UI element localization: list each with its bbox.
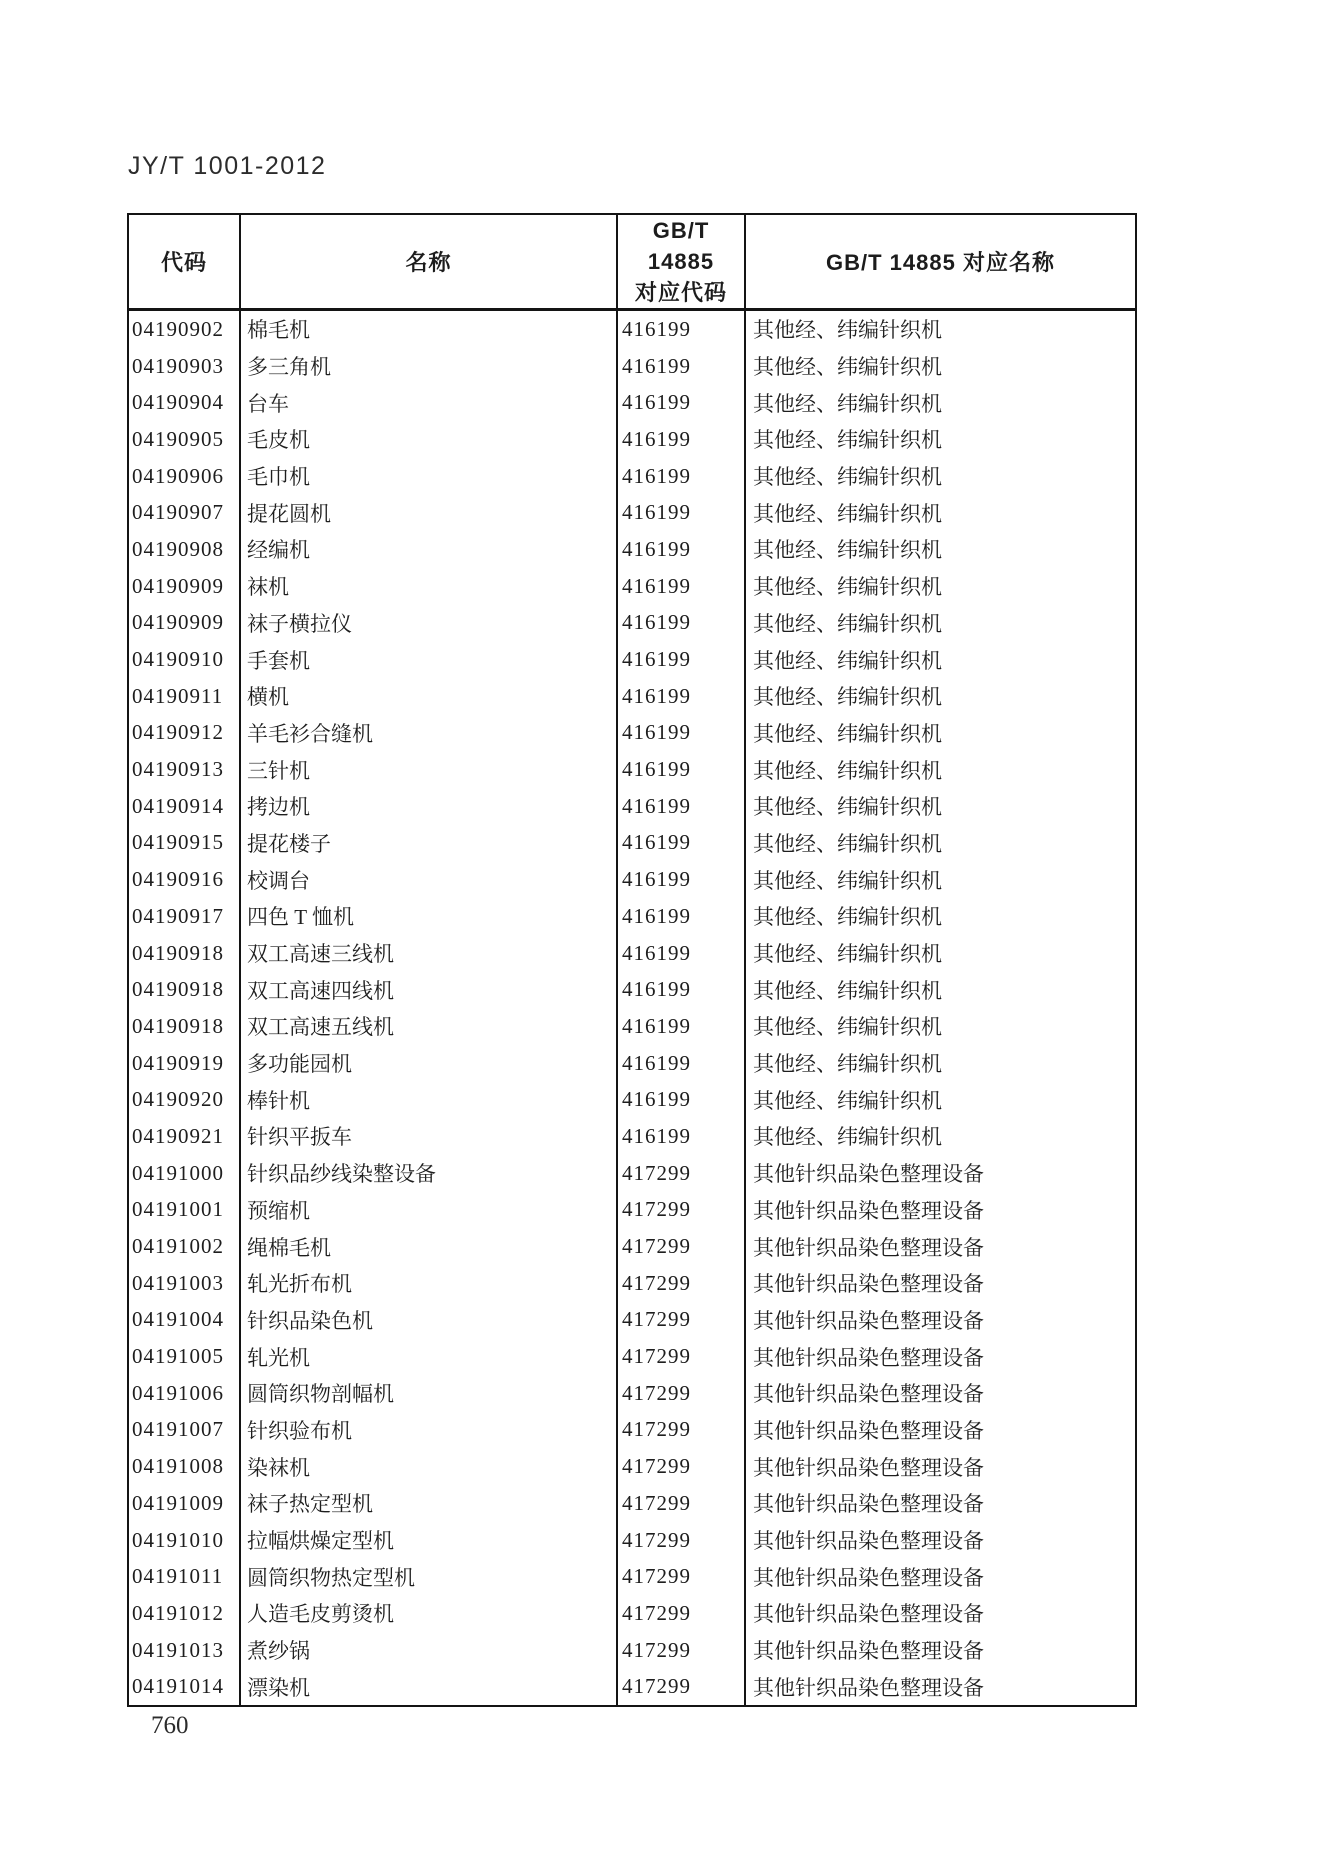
cell-gb-code: 416199 — [617, 1118, 745, 1155]
cell-name: 提花圆机 — [240, 494, 617, 531]
table-row — [128, 1118, 1136, 1155]
table-row — [128, 1302, 1136, 1339]
cell-code: 04190918 — [132, 940, 224, 965]
table-row — [128, 935, 1136, 972]
table-row — [128, 1558, 1136, 1595]
table-row — [128, 1155, 1136, 1192]
cell-code: 04190914 — [132, 793, 224, 818]
cell-gb-code: 416199 — [617, 531, 745, 568]
cell-code: 04191002 — [132, 1234, 224, 1259]
cell-gb-code: 416199 — [617, 825, 745, 862]
table-row — [128, 1632, 1136, 1669]
cell-gb-code: 417299 — [617, 1375, 745, 1412]
cell-gb-name: 其他经、纬编针织机 — [745, 641, 1136, 678]
cell-gb-name: 其他针织品染色整理设备 — [745, 1558, 1136, 1595]
cell-gb-code: 416199 — [617, 678, 745, 715]
table-body — [128, 310, 1136, 1707]
cell-code: 04190918 — [132, 977, 224, 1002]
cell-code: 04191008 — [132, 1454, 224, 1479]
table-row — [128, 494, 1136, 531]
cell-name: 毛巾机 — [240, 458, 617, 495]
cell-gb-code: 417299 — [617, 1412, 745, 1449]
cell-name: 台车 — [240, 384, 617, 421]
table-row — [128, 1045, 1136, 1082]
cell-name: 漂染机 — [240, 1668, 617, 1706]
cell-gb-name: 其他经、纬编针织机 — [745, 458, 1136, 495]
standard-doc-code: JY/T 1001-2012 — [128, 152, 327, 180]
cell-gb-name: 其他经、纬编针织机 — [745, 825, 1136, 862]
table-row — [128, 825, 1136, 862]
col-header-gb-code-line1: GB/T 14885 — [647, 218, 715, 274]
cell-name: 圆筒织物热定型机 — [240, 1558, 617, 1595]
table-row — [128, 788, 1136, 825]
table-row — [128, 715, 1136, 752]
cell-gb-name: 其他针织品染色整理设备 — [745, 1228, 1136, 1265]
cell-name: 拷边机 — [240, 788, 617, 825]
table-row — [128, 1228, 1136, 1265]
table-row — [128, 898, 1136, 935]
cell-gb-name: 其他经、纬编针织机 — [745, 971, 1136, 1008]
cell-gb-name: 其他经、纬编针织机 — [745, 384, 1136, 421]
cell-gb-code: 416199 — [617, 715, 745, 752]
cell-name: 校调台 — [240, 861, 617, 898]
table-row — [128, 1485, 1136, 1522]
cell-code: 04191003 — [132, 1270, 224, 1295]
cell-name: 双工高速四线机 — [240, 971, 617, 1008]
cell-code: 04190920 — [132, 1087, 224, 1112]
cell-gb-code: 416199 — [617, 348, 745, 385]
cell-gb-name: 其他经、纬编针织机 — [745, 935, 1136, 972]
table-row — [128, 971, 1136, 1008]
cell-gb-code: 417299 — [617, 1632, 745, 1669]
cell-gb-code: 417299 — [617, 1448, 745, 1485]
page-number: 760 — [151, 1712, 189, 1739]
table-row — [128, 568, 1136, 605]
cell-gb-code: 417299 — [617, 1228, 745, 1265]
cell-gb-name: 其他经、纬编针织机 — [745, 788, 1136, 825]
cell-gb-code: 416199 — [617, 605, 745, 642]
cell-code: 04191014 — [132, 1674, 224, 1699]
cell-gb-code: 416199 — [617, 861, 745, 898]
cell-name: 针织品纱线染整设备 — [240, 1155, 617, 1192]
cell-gb-code: 416199 — [617, 568, 745, 605]
cell-gb-name: 其他经、纬编针织机 — [745, 348, 1136, 385]
cell-code: 04191009 — [132, 1490, 224, 1515]
cell-gb-name: 其他经、纬编针织机 — [745, 605, 1136, 642]
table-row — [128, 1375, 1136, 1412]
cell-code: 04190919 — [132, 1050, 224, 1075]
cell-gb-name: 其他针织品染色整理设备 — [745, 1412, 1136, 1449]
cell-code: 04191012 — [132, 1600, 224, 1625]
cell-name: 棒针机 — [240, 1081, 617, 1118]
cell-name: 横机 — [240, 678, 617, 715]
cell-gb-code: 417299 — [617, 1302, 745, 1339]
cell-name: 四色 T 恤机 — [240, 898, 617, 935]
cell-code: 04190906 — [132, 463, 224, 488]
cell-gb-name: 其他经、纬编针织机 — [745, 1045, 1136, 1082]
cell-gb-code: 416199 — [617, 1008, 745, 1045]
table-row — [128, 348, 1136, 385]
table-row — [128, 861, 1136, 898]
cell-name: 双工高速五线机 — [240, 1008, 617, 1045]
cell-code: 04190902 — [132, 316, 224, 341]
cell-gb-name: 其他经、纬编针织机 — [745, 568, 1136, 605]
table-row — [128, 751, 1136, 788]
cell-gb-name: 其他经、纬编针织机 — [745, 678, 1136, 715]
cell-gb-code: 416199 — [617, 494, 745, 531]
cell-code: 04191006 — [132, 1380, 224, 1405]
col-header-gb-code-line2: 对应代码 — [634, 280, 727, 305]
cell-code: 04190904 — [132, 390, 224, 415]
cell-gb-name: 其他针织品染色整理设备 — [745, 1522, 1136, 1559]
cell-gb-code: 416199 — [617, 1045, 745, 1082]
cell-gb-code: 417299 — [617, 1485, 745, 1522]
cell-code: 04190907 — [132, 500, 224, 525]
cell-name: 针织验布机 — [240, 1412, 617, 1449]
cell-name: 轧光机 — [240, 1338, 617, 1375]
table-row — [128, 310, 1136, 348]
cell-name: 圆筒织物剖幅机 — [240, 1375, 617, 1412]
table-row — [128, 421, 1136, 458]
table-row — [128, 1412, 1136, 1449]
cell-gb-code: 417299 — [617, 1668, 745, 1706]
cell-name: 三针机 — [240, 751, 617, 788]
cell-code: 04190917 — [132, 903, 224, 928]
cell-name: 提花楼子 — [240, 825, 617, 862]
cell-gb-code: 416199 — [617, 641, 745, 678]
cell-gb-code: 416199 — [617, 898, 745, 935]
cell-code: 04190909 — [132, 573, 224, 598]
cell-name: 预缩机 — [240, 1192, 617, 1229]
cell-name: 多功能园机 — [240, 1045, 617, 1082]
cell-gb-name: 其他经、纬编针织机 — [745, 715, 1136, 752]
cell-code: 04191011 — [132, 1564, 224, 1589]
cell-code: 04190903 — [132, 353, 224, 378]
cell-code: 04190918 — [132, 1013, 224, 1038]
col-header-name: 名称 — [240, 214, 617, 310]
table-row — [128, 641, 1136, 678]
cell-gb-name: 其他经、纬编针织机 — [745, 1081, 1136, 1118]
cell-name: 毛皮机 — [240, 421, 617, 458]
cell-code: 04190921 — [132, 1123, 224, 1148]
cell-name: 人造毛皮剪烫机 — [240, 1595, 617, 1632]
table-row — [128, 1522, 1136, 1559]
cell-gb-name: 其他针织品染色整理设备 — [745, 1338, 1136, 1375]
cell-code: 04191000 — [132, 1160, 224, 1185]
cell-name: 袜子横拉仪 — [240, 605, 617, 642]
cell-gb-name: 其他经、纬编针织机 — [745, 494, 1136, 531]
cell-name: 经编机 — [240, 531, 617, 568]
cell-gb-name: 其他针织品染色整理设备 — [745, 1448, 1136, 1485]
cell-code: 04190911 — [132, 683, 224, 708]
cell-gb-name: 其他经、纬编针织机 — [745, 421, 1136, 458]
col-header-code: 代码 — [128, 214, 240, 310]
cell-gb-code: 417299 — [617, 1155, 745, 1192]
cell-gb-code: 417299 — [617, 1522, 745, 1559]
table-row — [128, 458, 1136, 495]
cell-gb-code: 417299 — [617, 1595, 745, 1632]
classification-table — [127, 213, 1137, 1707]
table-row — [128, 1265, 1136, 1302]
cell-code: 04190905 — [132, 426, 224, 451]
cell-name: 多三角机 — [240, 348, 617, 385]
cell-code: 04190908 — [132, 536, 224, 561]
cell-code: 04190916 — [132, 867, 224, 892]
cell-name: 羊毛衫合缝机 — [240, 715, 617, 752]
cell-gb-code: 417299 — [617, 1192, 745, 1229]
cell-gb-code: 417299 — [617, 1558, 745, 1595]
cell-gb-code: 417299 — [617, 1265, 745, 1302]
cell-gb-code: 416199 — [617, 1081, 745, 1118]
cell-name: 双工高速三线机 — [240, 935, 617, 972]
cell-gb-name: 其他经、纬编针织机 — [745, 1118, 1136, 1155]
cell-code: 04190910 — [132, 647, 224, 672]
cell-code: 04191007 — [132, 1417, 224, 1442]
cell-gb-code: 416199 — [617, 788, 745, 825]
cell-gb-code: 416199 — [617, 935, 745, 972]
cell-code: 04191013 — [132, 1637, 224, 1662]
table-row — [128, 1192, 1136, 1229]
cell-name: 袜子热定型机 — [240, 1485, 617, 1522]
table-row — [128, 678, 1136, 715]
cell-gb-name: 其他针织品染色整理设备 — [745, 1485, 1136, 1522]
cell-gb-name: 其他经、纬编针织机 — [745, 310, 1136, 348]
cell-gb-name: 其他针织品染色整理设备 — [745, 1375, 1136, 1412]
cell-gb-code: 416199 — [617, 421, 745, 458]
cell-name: 针织平扳车 — [240, 1118, 617, 1155]
col-header-gb-name: GB/T 14885 对应名称 — [745, 214, 1136, 310]
table-row — [128, 1338, 1136, 1375]
cell-name: 袜机 — [240, 568, 617, 605]
cell-name: 绳棉毛机 — [240, 1228, 617, 1265]
cell-gb-code: 416199 — [617, 310, 745, 348]
table-row — [128, 605, 1136, 642]
cell-gb-name: 其他针织品染色整理设备 — [745, 1192, 1136, 1229]
cell-gb-code: 416199 — [617, 971, 745, 1008]
cell-gb-name: 其他针织品染色整理设备 — [745, 1302, 1136, 1339]
cell-code: 04190909 — [132, 610, 224, 635]
cell-name: 煮纱锅 — [240, 1632, 617, 1669]
cell-gb-name: 其他针织品染色整理设备 — [745, 1668, 1136, 1706]
cell-gb-name: 其他经、纬编针织机 — [745, 751, 1136, 788]
header-row — [128, 214, 1136, 310]
cell-gb-name: 其他经、纬编针织机 — [745, 861, 1136, 898]
cell-gb-code: 416199 — [617, 751, 745, 788]
table-header — [128, 214, 1136, 310]
table-row — [128, 1448, 1136, 1485]
cell-code: 04191005 — [132, 1344, 224, 1369]
cell-code: 04191001 — [132, 1197, 224, 1222]
cell-gb-name: 其他经、纬编针织机 — [745, 531, 1136, 568]
cell-code: 04191004 — [132, 1307, 224, 1332]
cell-gb-name: 其他经、纬编针织机 — [745, 1008, 1136, 1045]
cell-gb-name: 其他针织品染色整理设备 — [745, 1632, 1136, 1669]
cell-code: 04191010 — [132, 1527, 224, 1552]
cell-name: 拉幅烘燥定型机 — [240, 1522, 617, 1559]
cell-gb-name: 其他针织品染色整理设备 — [745, 1155, 1136, 1192]
cell-code: 04190915 — [132, 830, 224, 855]
table-row — [128, 1008, 1136, 1045]
table-row — [128, 384, 1136, 421]
cell-name: 轧光折布机 — [240, 1265, 617, 1302]
cell-code: 04190913 — [132, 757, 224, 782]
cell-gb-name: 其他经、纬编针织机 — [745, 898, 1136, 935]
cell-name: 针织品染色机 — [240, 1302, 617, 1339]
table-row — [128, 531, 1136, 568]
cell-gb-code: 416199 — [617, 384, 745, 421]
cell-name: 手套机 — [240, 641, 617, 678]
cell-name: 棉毛机 — [240, 310, 617, 348]
cell-gb-code: 416199 — [617, 458, 745, 495]
cell-name: 染袜机 — [240, 1448, 617, 1485]
table-row — [128, 1081, 1136, 1118]
col-header-gb-code — [617, 214, 745, 310]
cell-gb-name: 其他针织品染色整理设备 — [745, 1265, 1136, 1302]
cell-gb-code: 417299 — [617, 1338, 745, 1375]
cell-gb-name: 其他针织品染色整理设备 — [745, 1595, 1136, 1632]
table-row — [128, 1668, 1136, 1706]
cell-code: 04190912 — [132, 720, 224, 745]
table-row — [128, 1595, 1136, 1632]
